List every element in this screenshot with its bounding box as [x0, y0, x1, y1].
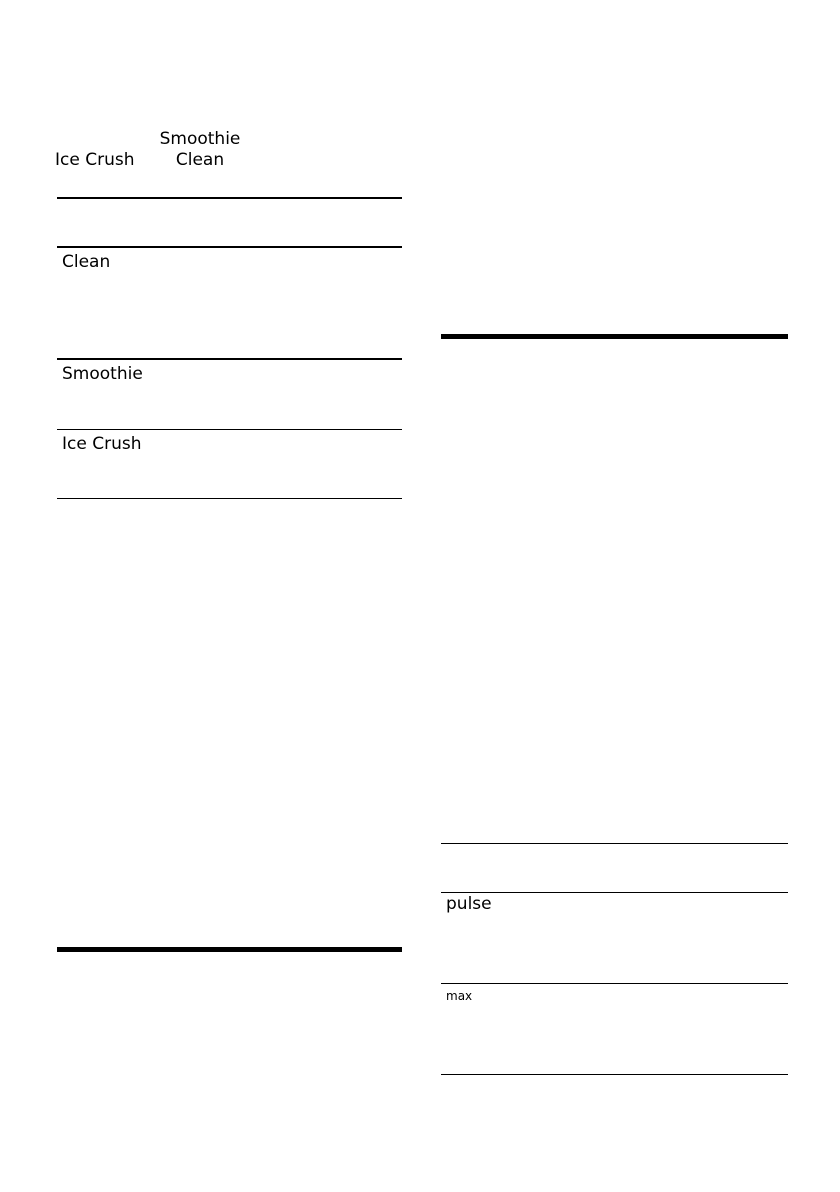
- left-section-divider: [57, 947, 402, 952]
- smoothie-program-label: Smoothie: [159, 129, 241, 149]
- left-table-row-divider-1: [57, 358, 402, 360]
- right-table-bottom-rule: [441, 1074, 788, 1075]
- right-table-header-rule: [441, 892, 788, 893]
- right-table-row-label-pulse: pulse: [446, 894, 492, 914]
- left-table-row-label-clean: Clean: [62, 252, 111, 272]
- clean-program-label: Clean: [175, 150, 225, 170]
- right-table-row-label-max: max: [446, 989, 473, 1003]
- right-table-top-rule: [441, 843, 788, 844]
- left-table-row-label-ice-crush: Ice Crush: [62, 434, 142, 454]
- left-table-top-rule: [57, 197, 402, 199]
- left-table-header-rule: [57, 246, 402, 248]
- left-table-row-label-smoothie: Smoothie: [62, 364, 143, 384]
- left-table-bottom-rule: [57, 498, 402, 499]
- right-table-row-divider: [441, 983, 788, 984]
- right-section-divider: [441, 334, 788, 339]
- left-table-row-divider-2: [57, 429, 402, 430]
- ice-crush-program-label: Ice Crush: [55, 150, 135, 170]
